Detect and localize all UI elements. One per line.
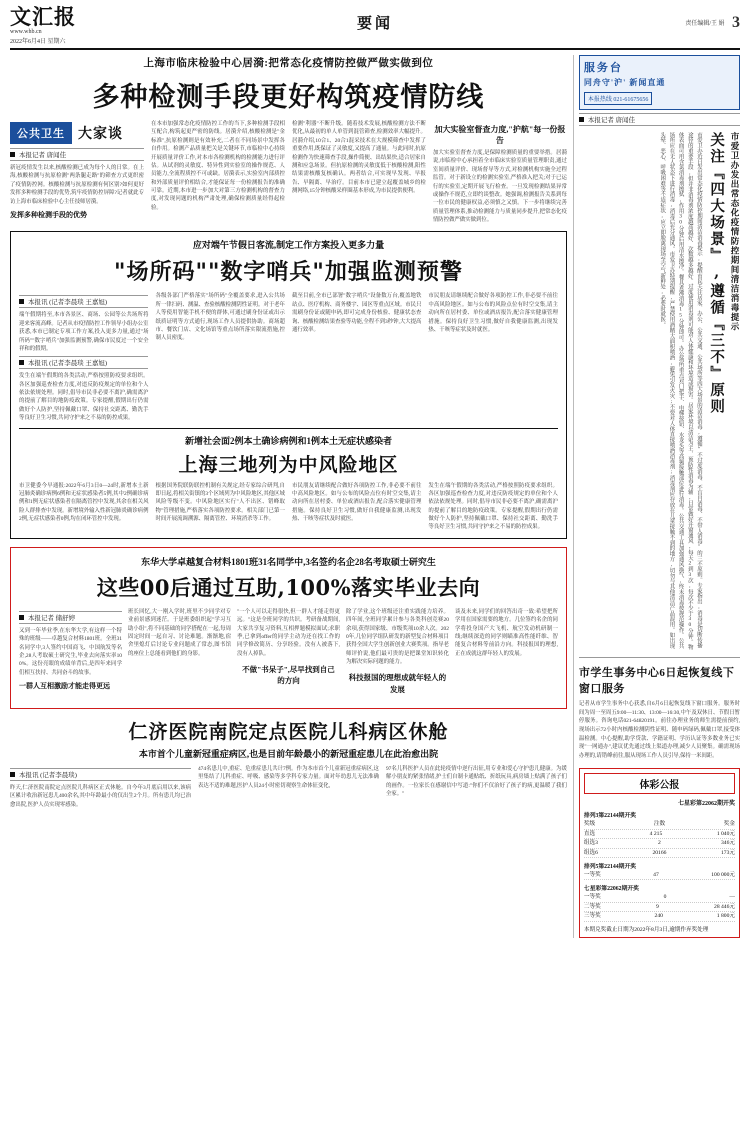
article4-pullquote-1: 不做"书呆子",尽早找到自己的方向 <box>242 665 335 686</box>
lottery-cell: 346元 <box>721 840 735 847</box>
rail-feature-article <box>579 132 740 652</box>
article5-headline: 仁济医院南院定点医院儿科病区休舱 <box>128 720 449 743</box>
article5-byline <box>10 768 191 781</box>
lottery-cell: 173元 <box>721 849 735 856</box>
lottery-row <box>584 893 735 902</box>
article4-headline: 这些00后通过互助,100%落实毕业去向 <box>96 574 481 600</box>
lottery-cell: 240 <box>654 913 663 920</box>
lottery-row <box>584 820 735 829</box>
article2-column-3 <box>292 292 421 422</box>
bullet-icon <box>19 360 24 365</box>
lottery-cell: 一等奖 <box>583 894 601 901</box>
lottery-section-label: 排列3第22144期开奖 <box>583 813 637 820</box>
rail-feature-title: 关注『四大场景』,遵循『三不』原则 <box>708 132 726 415</box>
article4-column-5 <box>455 608 558 701</box>
byline-text: 本报讯 (记者李晨琰 王嘉旭) <box>28 299 108 307</box>
article5 <box>10 717 567 809</box>
lottery-cell: 组选3 <box>583 840 598 847</box>
paper-url: www.whb.cn <box>10 29 42 35</box>
lottery-cell: 0 <box>663 894 667 901</box>
lead-column-3 <box>292 120 426 224</box>
lottery-cell: 20166 <box>652 849 667 856</box>
article3-headline: 上海三地列为中风险地区 <box>178 453 399 476</box>
article2-body-4: 发生在端午假期的各类活动,严格按照防疫要求组织。各区加强巡查检查力度,对违反防疫规定的单位和个人依法依规处理。同时,倡导市民非必要不离沪,确需离沪的提前了解目的地防疫政策。专家提醒,假期出行仍需做好个人防护,坚持佩戴口罩、保持社交距离、勤洗手等良好卫生习惯,共同守护来之不易的防控成果。 <box>19 373 149 422</box>
article4-column-3 <box>237 608 340 701</box>
featured-red-box-article <box>10 547 567 709</box>
lottery-cell: 一等奖 <box>583 872 601 879</box>
article2-column-4 <box>428 292 557 422</box>
lottery-cell: 9 <box>655 903 659 910</box>
lottery-cell: 1 800元 <box>716 913 735 920</box>
lottery-cell: 注数 <box>653 821 666 828</box>
lottery-cell: 4 215 <box>649 830 663 837</box>
byline-text: 本报记者 储舒婷 <box>28 614 76 622</box>
lead-column-2 <box>151 120 285 224</box>
article4-body-4: 除了学业,这个班级还注重实践能力培养。四年间,全班同学累计参与各类科创竞赛20余项,获得国家级、市级奖项10余人次。2020年,几位同学组队研发的新型复合材料项目获得全国大学生创新创业大赛奖项。指导老师评价说,他们最可贵的是把课堂知识转化为解决实际问题的能力。 <box>345 608 449 665</box>
article5-column-2 <box>198 765 379 809</box>
article4-body-3: "一个人可以走得很快,但一群人才能走得更远。"这是全班同学的共识。考研备战期间,大家共享复习资料,互相押题模拟面试;求职季,已拿到offer的同学主动为还在找工作的同学修改简历、分享经验。没有人被落下,没有人掉队。 <box>236 608 340 657</box>
lottery-row <box>584 849 735 858</box>
article4-column-1 <box>19 608 122 701</box>
editor-credit: 责任编辑/王 娟 <box>685 21 725 27</box>
lottery-cell: 二等奖 <box>583 903 601 910</box>
lead-byline <box>10 148 144 161</box>
article5-body-1: 昨天,仁济医院南院定点医院儿科病区正式休舱。自今年3月底启用以来,该病区累计收治新冠患儿400余名,其中年龄最小的仅出生2个月。所有患儿均已治愈出院,医护人员实现零感染。 <box>10 784 191 808</box>
article5-column-1 <box>10 765 191 809</box>
rail-news2-title: 市学生事务中心6日起恢复线下窗口服务 <box>578 667 735 695</box>
article2-headline: "场所码""数字哨兵"加强监测预警 <box>114 259 463 286</box>
lead-headline: 多种检测手段更好构筑疫情防线 <box>92 82 485 113</box>
article4-body-2: 班长回忆,大一刚入学时,班里不少同学对专业前景感到迷茫。于是班委组织起"学习互助小组",将不同基础的同学搭配在一起,每周固定时间一起自习、讨论难题。渐渐地,宿舍里熄灯后讨论专业问题成了常态,图书馆的座位上总能看到他们的身影。 <box>127 608 231 657</box>
rail-feature-byline <box>579 113 740 126</box>
byline-text: 本报记者 唐闻佳 <box>587 117 636 124</box>
article5-subline: 本市首个儿童新冠重症病区,也是目前年龄最小的新冠重症患儿在此治愈出院 <box>138 748 439 759</box>
lead-column-4 <box>433 120 567 224</box>
masthead <box>10 6 740 50</box>
byline-text: 本报讯 (记者李晨琰) <box>19 771 77 779</box>
main-content <box>10 55 567 938</box>
service-desk-banner <box>579 55 740 110</box>
article4-column-2 <box>128 608 231 701</box>
lead-article <box>10 55 567 224</box>
lottery-row <box>584 839 735 848</box>
lead-kicker: 上海市临床检验中心居漪:把常态化疫情防控做严做实做到位 <box>143 58 434 69</box>
lottery-section <box>584 861 735 880</box>
lottery-row <box>584 903 735 912</box>
rail-feature-body: 市爱卫办近日发出常态化疫情防控期间清洁消毒提示,提醒市民关注居家、办公、公共交通、公共场所等四大场景的清洁消毒,遵循"不过度消毒、不盲目消毒、不带人消毒"的三不原则。专家指出,消毒是切断传播途径的重要手段,但并非消毒剂浓度越高越好、次数越多越好。过度使用消毒剂可能对人体健康和环境造成损害。居家环境以清洁为主、预防性消毒为辅,日常做好开窗通风,每天2到3次,每次不少于30分钟。物体表面可用含氯消毒剂擦拭,作用30分钟后用清水擦净。餐具煮沸消毒15分钟即可。办公场所重点对门把手、电梯按钮、水龙头等高频接触部位进行消毒。公共交通工具加强通风换气,终末消毒按规范操作。公共场所应在无人状态下进行消毒,消毒后充分通风。市爱卫办特别提醒,严禁使用酒精大面积喷洒,避免引发火灾;不要对人体直接喷洒消毒剂;消毒剂应存放在儿童接触不到的地方,切勿与其他清洁产品混用。如出现头晕、恶心、呼吸困难等不适症状,应立即脱离现场至空气新鲜处,必要时就医。 <box>659 132 702 650</box>
article3-column-4 <box>428 482 557 532</box>
paper-date: 2022年6月4日 星期六 <box>10 39 66 45</box>
article4-body-1: 又到一年毕业季,在东华大学,有这样一个特殊的班级——卓越复合材料1801班。全班31名同学中,3人签约中国商飞、中国航发等名企,28人考取硕士研究生,毕业去向落实率100%。这份亮眼的成绩单背后,是四年来同学们相互扶持、共同奋斗的故事。 <box>19 627 122 676</box>
divider <box>19 428 558 429</box>
lead-column-1 <box>10 120 144 224</box>
lead-subhead-1: 发挥多种检测手段的优势 <box>10 210 87 219</box>
byline-text: 本报讯 (记者李晨琰 王嘉旭) <box>28 360 108 368</box>
column-badge <box>10 122 144 144</box>
service-desk-title: 服务台 <box>583 62 623 74</box>
lottery-cell: — <box>729 894 735 901</box>
article2-kicker: 应对端午节假日客流,制定工作方案投入更多力量 <box>192 240 385 251</box>
article5-body-2: 474名患儿中,重症、危重症患儿共计7例。作为本市首个儿童新冠重症病区,这里集结了儿科重症、呼吸、感染等多学科专家力量。面对年幼患儿无法准确表达不适的难题,医护人员24小时密切观察生命体征变化, <box>197 765 379 789</box>
bullet-icon <box>10 772 15 777</box>
lottery-row <box>584 912 735 921</box>
article2-column-1 <box>19 292 148 422</box>
lottery-row <box>584 871 735 880</box>
article4-column-4 <box>346 608 449 701</box>
divider <box>579 657 740 658</box>
service-desk-subtitle: 同舟守'沪' 新闻直通 <box>583 78 666 87</box>
lottery-cell: 47 <box>653 872 659 879</box>
lottery-cell: 28 446元 <box>714 903 735 910</box>
rail-feature-kicker: 市爱卫办发出常态化疫情防控期间清洁消毒提示 <box>730 132 740 332</box>
masthead-right <box>590 6 740 32</box>
hotline-badge: 本报热线 021-61675656 <box>584 92 653 105</box>
article3-body-3: 市民朋友请继续配合做好各项防控工作,非必要不前往中高风险地区。如与公布的风险点位有时空交集,请主动向所在居村委、单位或酒店报告,配合落实健康管理措施。保持良好卫生习惯,做好自我健康监测,出现发热、干咳等症状及时就医。 <box>291 482 422 522</box>
lottery-cell: 1 040元 <box>716 830 735 837</box>
lottery-cell: 奖金 <box>723 821 735 828</box>
article2-byline-2 <box>19 356 148 369</box>
lottery-cell: 2 <box>658 840 661 847</box>
article3-column-3 <box>292 482 421 532</box>
lottery-section <box>584 810 735 858</box>
article4-subhead: 一群人互相激励才能走得更远 <box>19 682 110 690</box>
article2-byline-1 <box>19 295 148 308</box>
article2-body-3: 截至目前,全市已部署"数字哨兵"设备数万台,覆盖地铁站点、医疗机构、商务楼宇、园区等重点区域。市民只需刷身份证或随申码,即可完成身份核验、健康状态查询、核酸检测结果查验等功能,全程不到3秒钟,大大提高通行效率。 <box>291 293 422 333</box>
article5-body-3: 97名儿科医护人员在此轮疫情中逆行出征,用专业和爱心守护患儿健康。为缓解小朋友的紧张情绪,护士们自制卡通贴纸、折纸玩具,病房墙上贴满了孩子们的画作。一位家长在感谢信中写道:"你们不仅治好了孩子的病,更温暖了我们全家。" <box>385 765 567 797</box>
article3-body-2: 根据国务院联防联控机制有关规定,经专家综合研判,自即日起,将相关街镇的3个区域列为中风险地区,其他区域风险等级不变。中风险地区实行"人不出区、错峰取物"管理措施,严格落实各项防控要求。相关部门已第一时间开展流调溯源、隔离管控、环境消杀等工作。 <box>155 482 285 522</box>
page-number: 3 <box>732 14 740 31</box>
lead-body-3: 检测"利器"不断升级。随着技术发展,核酸检测方法不断优化,从最初的单人单管到混管筛查,检测效率大幅提升。居漪介绍,10合1、20合1混采技术在大规模筛查中发挥了重要作用,既保证了灵敏度,又提高了通量。与此同时,抗原检测作为快速筛查手段,操作简便、出结果快,适合居家自测和应急场景。但抗原检测的灵敏度低于核酸检测,阳性结果需核酸复核确认。两者结合,可实现早发现、早报告、早隔离、早治疗。目前本市已建立起覆盖城乡的检测网络,15分钟核酸采样圈基本形成,为市民提供便利。 <box>291 121 426 194</box>
bullet-icon <box>19 299 24 304</box>
right-rail <box>573 55 740 938</box>
lead-body-2: 在本市加强常态化疫情防控工作的当下,多种检测手段相互配合,构筑起更严密的防线。居漪介绍,核酸检测是"金标准",抗原检测则是有效补充,二者在不同场景中发挥各自作用。检测产品质量把关是关键环节,市临检中心持续开展质量评价工作,对本市各检测机构的检测能力进行评估。从试剂的灵敏度、特异性到实验室的操作规范、人员能力,全流程质控不可或缺。居漪表示,实验室内部质控和外部质量评价相结合,才能保证每一份检测报告的准确可靠。近期,本市进一步加大对第三方检测机构的督查力度,对发现问题的机构严肃处理,确保检测质量经得起检验。 <box>150 121 285 211</box>
article4-kicker: 东华大学卓越复合材料1801班31名同学中,3名签约名企28名考取硕士研究生 <box>141 556 436 567</box>
article3-body-4: 发生在端午假期的各类活动,严格按照防疫要求组织。各区加强巡查检查力度,对违反防疫规定的单位和个人依法依规处理。同时,倡导市民非必要不离沪,确需离沪的提前了解目的地防疫政策。专家提醒,假期出行仍需做好个人防护,坚持佩戴口罩、保持社交距离、勤洗手等良好卫生习惯,共同守护来之不易的防控成果。 <box>428 482 558 531</box>
rail-news2-body: 记者从市学生事务中心获悉,自6月6日起恢复线下窗口服务。服务时间为周一至周五9:00—11:30、13:00—16:30,中午及双休日、节假日暂停服务。咨询电话021-64820191。前往办理业务的师生需提前预约,现场出示72小时内核酸检测阴性证明、随申码绿码,佩戴口罩,接受体温检测。中心提醒,助学贷款、学籍证明、学历认证等多数业务已实现"一网通办",建议优先通过线上渠道办理,减少人员聚集。确需现场办理的,请错峰前往,服从现场工作人员引导,保持一米间距。 <box>578 701 740 759</box>
bullet-icon <box>19 615 24 620</box>
lottery-section <box>584 883 735 921</box>
badge-label: 公共卫生 <box>10 122 72 144</box>
article4-body-5: 谈及未来,同学们的回答出奇一致:希望把所学用在国家需要的地方。几位签约名企的同学将投身国产大飞机、航空发动机研制一线;继续深造的同学则瞄准高性能纤维、智能复合材料等前沿方向。科技报国的理想,正在成就这群年轻人的发展。 <box>454 608 558 657</box>
lead-subhead-2: 加大实验室督查力度,"护航"每一份报告 <box>434 125 566 145</box>
article3-kicker: 新增社会面2例本土确诊病例和1例本土无症状感染者 <box>184 435 392 446</box>
lead-body-1: 新冠疫情发生以来,核酸检测已成为每个人的日常。在上海,核酸检测与抗原检测"两条腿走路"的筛查方式更织密了疫情防控网。核酸检测与抗原检测有何区别?如何更好发挥多种检测手段的优势,筑牢疫情防控屏障?记者就此专访上海市临床检验中心主任技师居漪。 <box>10 165 144 205</box>
lottery-cell: 直选 <box>583 830 596 837</box>
lead-body-4: 加大实验室督查力度,是保障检测质量的重要举措。居漪说,市临检中心承担着全市临床实验室质量管理职责,通过室间质量评价、现场督导等方式,对检测机构实施全过程监管。对于新设立的检测实验室,严格准入把关;对于已运行的实验室,定期开展飞行检查。一旦发现检测结果异常或操作不规范,立即约谈整改。她强调,检测报告关系到每一位市民的健康权益,必须慎之又慎。下一步将继续完善质量管理体系,推动检测能力与质量同步提升,把常态化疫情防控做严做实做到位。 <box>432 150 567 223</box>
lottery-results-box <box>579 768 740 937</box>
lottery-section-label: 排列5第22144期开奖 <box>583 864 637 871</box>
lottery-subtitle: 七星彩第22062期开奖 <box>677 801 735 808</box>
article3-column-1 <box>19 482 148 532</box>
article4-pullquote-2: 科技报国的理想成就年轻人的发展 <box>348 673 447 694</box>
boxed-article-group <box>10 231 567 538</box>
lottery-row <box>584 830 735 839</box>
section-title: 要闻 <box>356 16 393 32</box>
lottery-footer: 本期兑奖截止日期为2022年8月3日,逾期作弃奖处理 <box>583 926 709 933</box>
article2-body-5: 市民朋友请继续配合做好各项防控工作,非必要不前往中高风险地区。如与公布的风险点位有时空交集,请主动向所在居村委、单位或酒店报告,配合落实健康管理措施。保持良好卫生习惯,做好自我健康监测,出现发热、干咳等症状及时就医。 <box>428 293 558 333</box>
rail-feature-headings <box>707 132 740 652</box>
badge-sub-label: 大家谈 <box>78 127 123 142</box>
article3-body-1: 市卫健委今早通报:2022年6月3日0—24时,新增本土新冠肺炎确诊病例6例和无症状感染者5例,其中2例确诊病例和1例无症状感染者在隔离管控中发现,其余在相关风险人群排查中发现。新增境外输入性新冠肺炎确诊病例2例,无症状感染者0例,均在闭环管控中发现。 <box>19 482 149 522</box>
lottery-cell: 100 000元 <box>711 872 735 879</box>
byline-text: 本报记者 唐闻佳 <box>19 152 67 159</box>
article2-body-2: 各级各部门严格落实"场所码"全覆盖要求,进入公共场所一律扫码、测温、查验核酸检测阴性证明。对于老年人等使用智能手机不便的群体,可通过刷身份证或出示纸质证明等方式通行,现场工作人员提供协助。商场超市、餐饮门店、文化场馆等重点场所落实限流措施,控制人员密度。 <box>155 293 285 342</box>
article2-body-1: 端午假期将至,本市各景区、商场、公园等公共场所将迎来客流高峰。记者从市疫情防控工作领导小组办公室获悉,本市已制定专项工作方案,投入更多力量,通过"场所码""数字哨兵"加强监测预警,确保市民度过一个安全祥和的假期。 <box>19 312 149 352</box>
lottery-cell: 奖级 <box>583 821 596 828</box>
article4-byline <box>19 611 122 624</box>
bullet-icon <box>579 117 584 122</box>
masthead-logo <box>10 6 160 45</box>
article3-column-2 <box>155 482 284 532</box>
lottery-cell: 三等奖 <box>583 913 601 920</box>
lottery-cell: 组选6 <box>583 849 598 856</box>
paper-name: 文汇报 <box>10 4 76 29</box>
bullet-icon <box>10 152 15 157</box>
article5-column-3 <box>386 765 567 809</box>
lottery-title: 体彩公报 <box>584 773 735 794</box>
lottery-section-label: 七星彩第22062期开奖 <box>583 886 639 893</box>
article2-column-2 <box>155 292 284 422</box>
